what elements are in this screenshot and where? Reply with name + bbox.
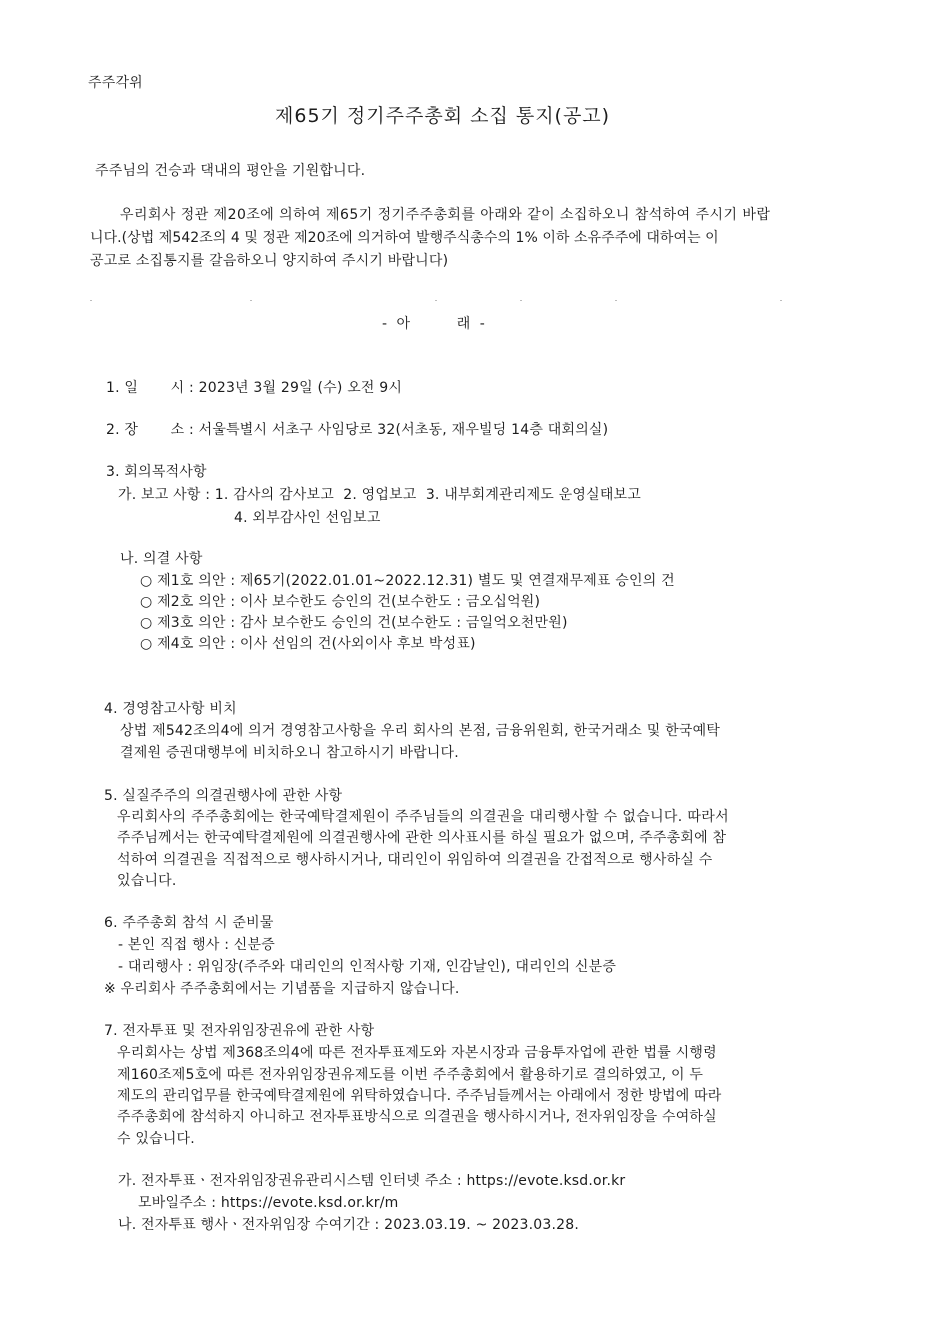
addressee: 주주각위 — [88, 75, 143, 91]
evote-period-line: 나. 전자투표 행사ㆍ전자위임장 수여기간 : 2023.03.19. ~ 2023.03.28. — [118, 1217, 579, 1233]
intro-line-2: 니다.(상법 제542조의 4 및 정관 제20조에 의거하여 발행주식총수의 1% 이하 소유주주에 대하여는 이 — [90, 230, 719, 246]
intro-line-1: 우리회사 정관 제20조에 의하여 제65기 정기주주총회를 아래와 같이 소집하오니 참석하여 주시기 바랍 — [120, 207, 771, 223]
item-3-heading: 3. 회의목적사항 — [106, 464, 207, 480]
item-2-location: 2. 장 소 : 서울특별시 서초구 사임당로 32(서초동, 재우빌딩 14층 대회의실) — [106, 422, 609, 438]
evote-url-line: 가. 전자투표ㆍ전자위임장권유관리시스템 인터넷 주소 : https://evote.ksd.or.kr — [118, 1173, 626, 1189]
item-5-line: 주주님께서는 한국예탁결제원에 의결권행사에 관한 의사표시를 하실 필요가 없으며, 주주총회에 참 — [117, 830, 727, 846]
dotted-separator — [90, 300, 790, 302]
item-7-line: 우리회사는 상법 제368조의4에 따른 전자투표제도와 자본시장과 금융투자업에 관한 법률 시행령 — [117, 1045, 717, 1061]
item-7-line: 제160조제5호에 따른 전자위임장권유제도를 이번 주주총회에서 활용하기로 결의하였고, 이 두 — [117, 1067, 704, 1083]
item-5-heading: 5. 실질주주의 의결권행사에 관한 사항 — [104, 788, 343, 804]
item-6-line: - 본인 직접 행사 : 신분증 — [118, 937, 275, 953]
page-title: 제65기 정기주주총회 소집 통지(공고) — [275, 105, 611, 127]
item-6-note: ※ 우리회사 주주총회에서는 기념품을 지급하지 않습니다. — [104, 981, 460, 997]
item-7-line: 제도의 관리업무를 한국예탁결제원에 위탁하였습니다. 주주님들께서는 아래에서 정한 방법에 따라 — [117, 1088, 722, 1104]
item-1-datetime: 1. 일 시 : 2023년 3월 29일 (수) 오전 9시 — [106, 380, 403, 396]
item-3-resolution-heading: 나. 의결 사항 — [120, 551, 203, 567]
agenda-item: ○ 제4호 의안 : 이사 선임의 건(사외이사 후보 박성표) — [140, 636, 476, 652]
item-3-report-line-1: 가. 보고 사항 : 1. 감사의 감사보고 2. 영업보고 3. 내부회계관리제도 운영실태보고 — [118, 487, 642, 503]
agenda-item: ○ 제1호 의안 : 제65기(2022.01.01~2022.12.31) 별도 및 연결재무제표 승인의 건 — [140, 573, 675, 589]
item-5-line: 석하여 의결권을 직접적으로 행사하시거나, 대리인이 위임하여 의결권을 간접적으로 행사하실 수 — [117, 852, 713, 868]
item-4-heading: 4. 경영참고사항 비치 — [104, 701, 237, 717]
item-4-line: 상법 제542조의4에 의거 경영참고사항을 우리 회사의 본점, 금융위원회, 한국거래소 및 한국예탁 — [120, 723, 721, 739]
agenda-item: ○ 제3호 의안 : 감사 보수한도 승인의 건(보수한도 : 금일억오천만원) — [140, 615, 568, 631]
item-5-line: 있습니다. — [117, 873, 177, 889]
item-7-heading: 7. 전자투표 및 전자위임장권유에 관한 사항 — [104, 1023, 375, 1039]
item-7-line: 수 있습니다. — [117, 1131, 195, 1147]
agenda-item: ○ 제2호 의안 : 이사 보수한도 승인의 건(보수한도 : 금오십억원) — [140, 594, 541, 610]
item-6-line: - 대리행사 : 위임장(주주와 대리인의 인적사항 기재, 인감날인), 대리인의 신분증 — [118, 959, 617, 975]
item-3-report-line-2: 4. 외부감사인 선임보고 — [234, 510, 381, 526]
intro-line-3: 공고로 소집통지를 갈음하오니 양지하여 주시기 바랍니다) — [90, 253, 449, 269]
greeting: 주주님의 건승과 댁내의 평안을 기원합니다. — [95, 163, 366, 179]
evote-mobile-url-line: 모바일주소 : https://evote.ksd.or.kr/m — [138, 1195, 399, 1211]
item-4-line: 결제원 증권대행부에 비치하오니 참고하시기 바랍니다. — [120, 745, 459, 761]
item-5-line: 우리회사의 주주총회에는 한국예탁결제원이 주주님들의 의결권을 대리행사할 수 없습니다. 따라서 — [117, 809, 730, 825]
item-7-line: 주주총회에 참석하지 아니하고 전자투표방식으로 의결권을 행사하시거나, 전자위임장을 수여하실 — [117, 1109, 717, 1125]
divider-heading: - 아 래 - — [382, 316, 486, 332]
item-6-heading: 6. 주주총회 참석 시 준비물 — [104, 915, 274, 931]
